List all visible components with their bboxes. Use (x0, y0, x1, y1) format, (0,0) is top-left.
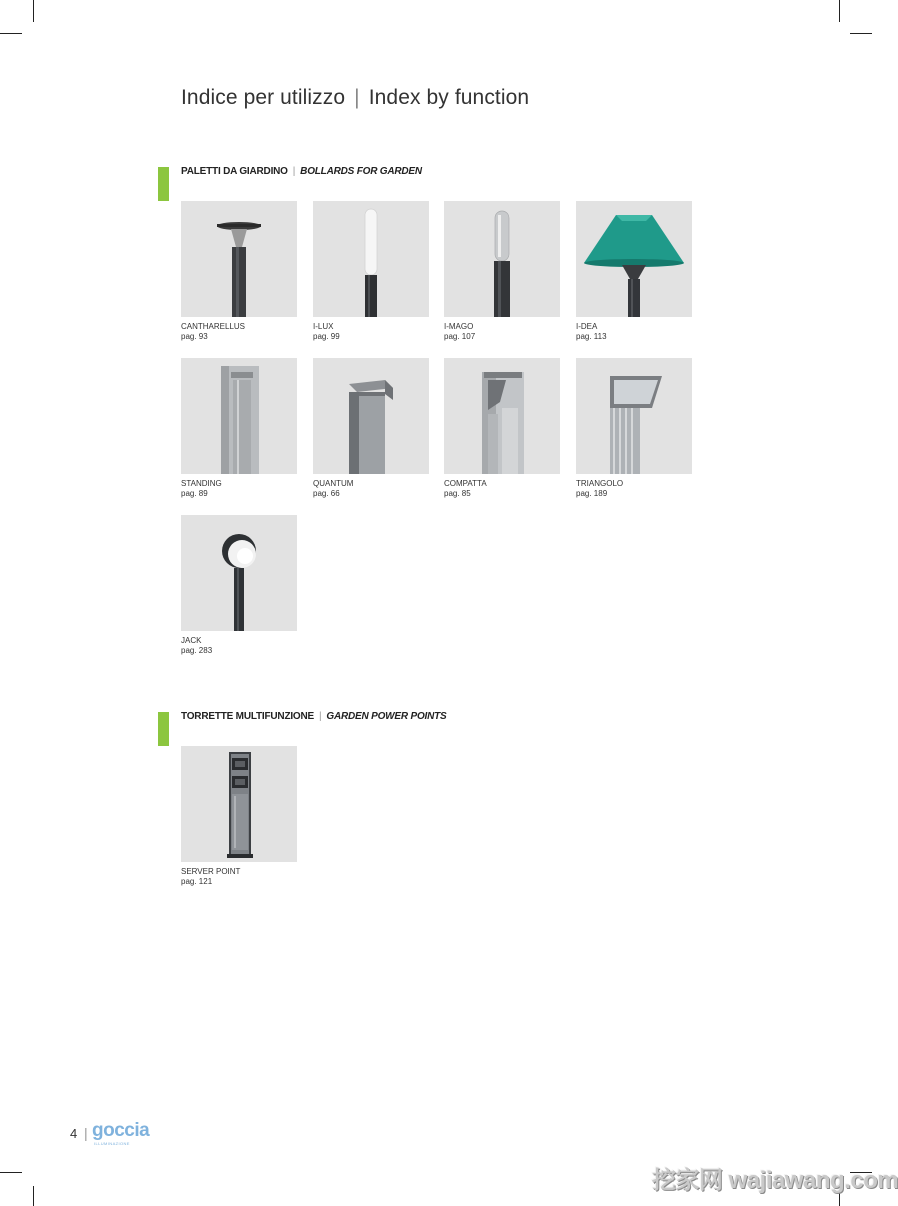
product-page-ref: pag. 99 (313, 332, 340, 341)
crop-mark (0, 1172, 22, 1173)
product-page-ref: pag. 107 (444, 332, 476, 341)
product-thumbnail (576, 201, 692, 317)
page-title-it: Indice per utilizzo (181, 86, 346, 109)
footer-separator: | (84, 1125, 88, 1141)
section-heading (181, 711, 447, 722)
product-item-quantum[interactable] (313, 358, 429, 499)
product-thumbnail (181, 515, 297, 631)
section-heading (181, 166, 422, 177)
crop-mark (33, 0, 34, 22)
product-name: SERVER POINT (181, 867, 241, 876)
product-page-ref: pag. 66 (313, 489, 340, 498)
product-thumbnail (181, 358, 297, 474)
page-title-en: Index by function (368, 86, 530, 109)
product-thumbnail (313, 201, 429, 317)
product-thumbnail (444, 201, 560, 317)
section-heading-en: BOLLARDS FOR GARDEN (300, 166, 422, 177)
product-page-ref: pag. 189 (576, 489, 608, 498)
crop-mark (850, 33, 872, 34)
site-watermark: 挖家网 wajiawang.com (652, 1167, 898, 1194)
section-accent-bar (158, 712, 169, 746)
cantharellus-bollard-icon (181, 201, 297, 317)
product-item-compatta[interactable] (444, 358, 560, 499)
standing-bollard-icon (181, 358, 297, 474)
product-item-triangolo[interactable] (576, 358, 692, 499)
product-page-ref: pag. 283 (181, 646, 213, 655)
product-page-ref: pag. 113 (576, 332, 607, 341)
product-name: QUANTUM (313, 479, 354, 488)
section-accent-bar (158, 167, 169, 201)
crop-mark (0, 33, 22, 34)
product-page-ref: pag. 85 (444, 489, 471, 498)
section-heading-it: PALETTI DA GIARDINO (181, 166, 288, 177)
section-heading-it: TORRETTE MULTIFUNZIONE (181, 711, 314, 722)
page-title (181, 86, 529, 110)
i-dea-bollard-icon (576, 201, 692, 317)
jack-bollard-icon (181, 515, 297, 631)
goccia-logo (92, 1121, 149, 1146)
product-thumbnail (313, 358, 429, 474)
crop-mark (33, 1186, 34, 1206)
product-name: JACK (181, 636, 202, 645)
page-number: 4 (70, 1126, 78, 1141)
compatta-bollard-icon (444, 358, 560, 474)
product-name: I-MAGO (444, 322, 474, 331)
product-name: STANDING (181, 479, 222, 488)
triangolo-bollard-icon (576, 358, 692, 474)
product-page-ref: pag. 89 (181, 489, 208, 498)
product-thumbnail (181, 746, 297, 862)
product-item-cantharellus[interactable] (181, 201, 297, 342)
product-thumbnail (181, 201, 297, 317)
section-heading-en: GARDEN POWER POINTS (326, 711, 447, 722)
product-thumbnail (444, 358, 560, 474)
product-page-ref: pag. 121 (181, 877, 213, 886)
i-mago-bollard-icon (444, 201, 560, 317)
product-item-i-mago[interactable] (444, 201, 560, 342)
product-page-ref: pag. 93 (181, 332, 208, 341)
title-separator: | (354, 86, 360, 109)
section-heading-separator: | (292, 166, 296, 177)
i-lux-bollard-icon (313, 201, 429, 317)
product-item-i-lux[interactable] (313, 201, 429, 342)
server-point-tower-icon (181, 746, 297, 862)
product-name: I-DEA (576, 322, 598, 331)
product-item-jack[interactable] (181, 515, 297, 656)
product-name: TRIANGOLO (576, 479, 624, 488)
product-name: CANTHARELLUS (181, 322, 246, 331)
product-item-server-point[interactable] (181, 746, 297, 887)
product-name: COMPATTA (444, 479, 487, 488)
logo-wordmark: goccia (92, 1120, 150, 1141)
logo-subtitle: ILLUMINAZIONE (94, 1141, 130, 1146)
crop-mark (839, 0, 840, 22)
product-name: I-LUX (313, 322, 334, 331)
product-thumbnail (576, 358, 692, 474)
quantum-bollard-icon (313, 358, 429, 474)
product-item-i-dea[interactable] (576, 201, 692, 342)
section-heading-separator: | (319, 711, 322, 722)
product-item-standing[interactable] (181, 358, 297, 499)
